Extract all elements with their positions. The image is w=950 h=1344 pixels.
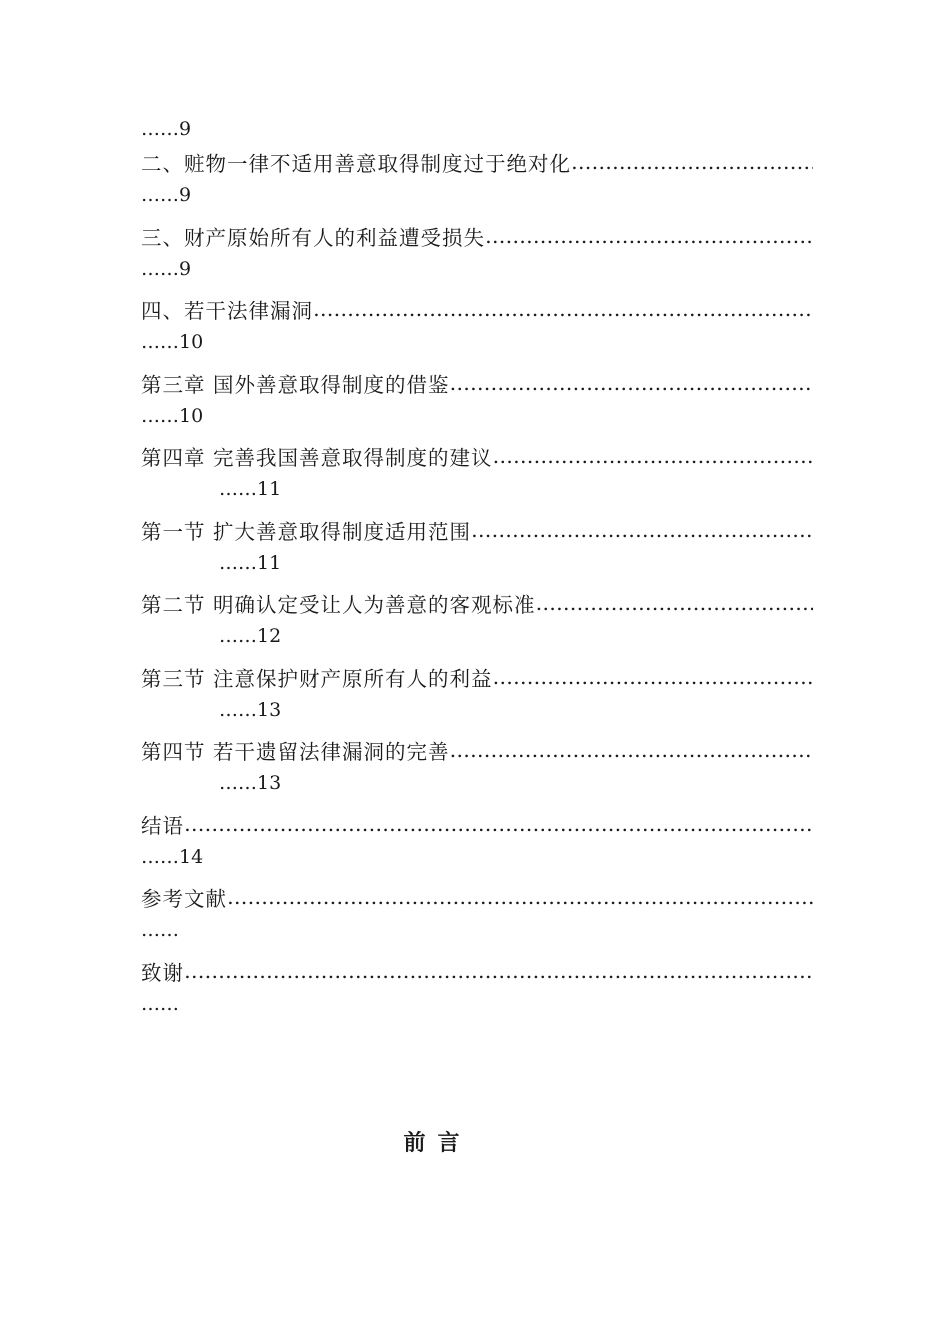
toc-entry-page: ……9: [141, 184, 192, 206]
toc-entry-page: ……9: [141, 257, 192, 280]
toc-entry[interactable]: [141, 361, 813, 435]
toc-entry-title: 第四章 完善我国善意取得制度的建议: [141, 446, 493, 470]
toc-leader-dots: [471, 518, 813, 542]
toc-entry-title: 第三章 国外善意取得制度的借鉴: [141, 372, 450, 397]
toc-entry-page: ……12: [219, 625, 282, 647]
toc-entry-page: ……13: [219, 772, 282, 794]
toc-entry-title: 第三节 注意保护财产原所有人的利益: [141, 666, 493, 691]
toc-entry[interactable]: [141, 434, 813, 508]
toc-entry[interactable]: [141, 875, 813, 949]
toc-entry-title: 参考文献: [141, 887, 227, 911]
toc-leader-dots: [184, 812, 813, 836]
toc-entry-page: ……13: [219, 698, 282, 721]
toc-leader-dots: [184, 959, 813, 983]
toc-leader-dots: [536, 591, 813, 615]
toc-entry-title: 二、赃物一律不适用善意取得制度过于绝对化: [141, 152, 571, 176]
toc-entry-title: 结语: [141, 813, 184, 838]
toc-entry[interactable]: [141, 140, 813, 214]
toc-leader-dots: [313, 297, 813, 321]
toc-leader-dots: [485, 224, 813, 248]
toc-entry[interactable]: [141, 802, 813, 876]
toc-entry[interactable]: [141, 581, 813, 655]
toc-entry-title: 第四节 若干遗留法律漏洞的完善: [141, 740, 450, 764]
toc-continuation-page: ……9: [141, 118, 192, 140]
toc-leader-dots: [493, 665, 813, 689]
toc-entry-page: ……11: [219, 478, 282, 500]
toc-entry[interactable]: [141, 508, 813, 582]
toc-entry[interactable]: [141, 655, 813, 729]
toc-entry[interactable]: [141, 287, 813, 361]
toc-entry-page: ……: [141, 919, 179, 941]
toc-entry[interactable]: [141, 728, 813, 802]
section-heading-preface: 前言: [403, 1130, 472, 1156]
toc-entry-title: 四、若干法律漏洞: [141, 299, 313, 323]
toc-leader-dots: [493, 444, 813, 468]
toc-entry-page: ……11: [219, 551, 282, 574]
toc-entry[interactable]: [141, 949, 813, 1023]
toc-entry-page: ……10: [141, 404, 204, 427]
toc-leader-dots: [450, 371, 813, 395]
toc-entry-page: ……: [141, 992, 179, 1015]
toc-leader-dots: [571, 150, 813, 174]
toc-continuation: [141, 106, 813, 140]
toc-entry[interactable]: [141, 214, 813, 288]
toc-entry-page: ……10: [141, 331, 204, 353]
toc-leader-dots: [227, 885, 813, 909]
toc-leader-dots: [450, 738, 813, 762]
toc-entry-title: 第二节 明确认定受让人为善意的客观标准: [141, 593, 536, 617]
table-of-contents: [141, 106, 813, 1022]
toc-entry-title: 致谢: [141, 960, 184, 985]
toc-entry-title: 第一节 扩大善意取得制度适用范围: [141, 519, 472, 544]
toc-entry-page: ……14: [141, 845, 204, 868]
toc-entry-title: 三、财产原始所有人的利益遭受损失: [141, 225, 485, 250]
